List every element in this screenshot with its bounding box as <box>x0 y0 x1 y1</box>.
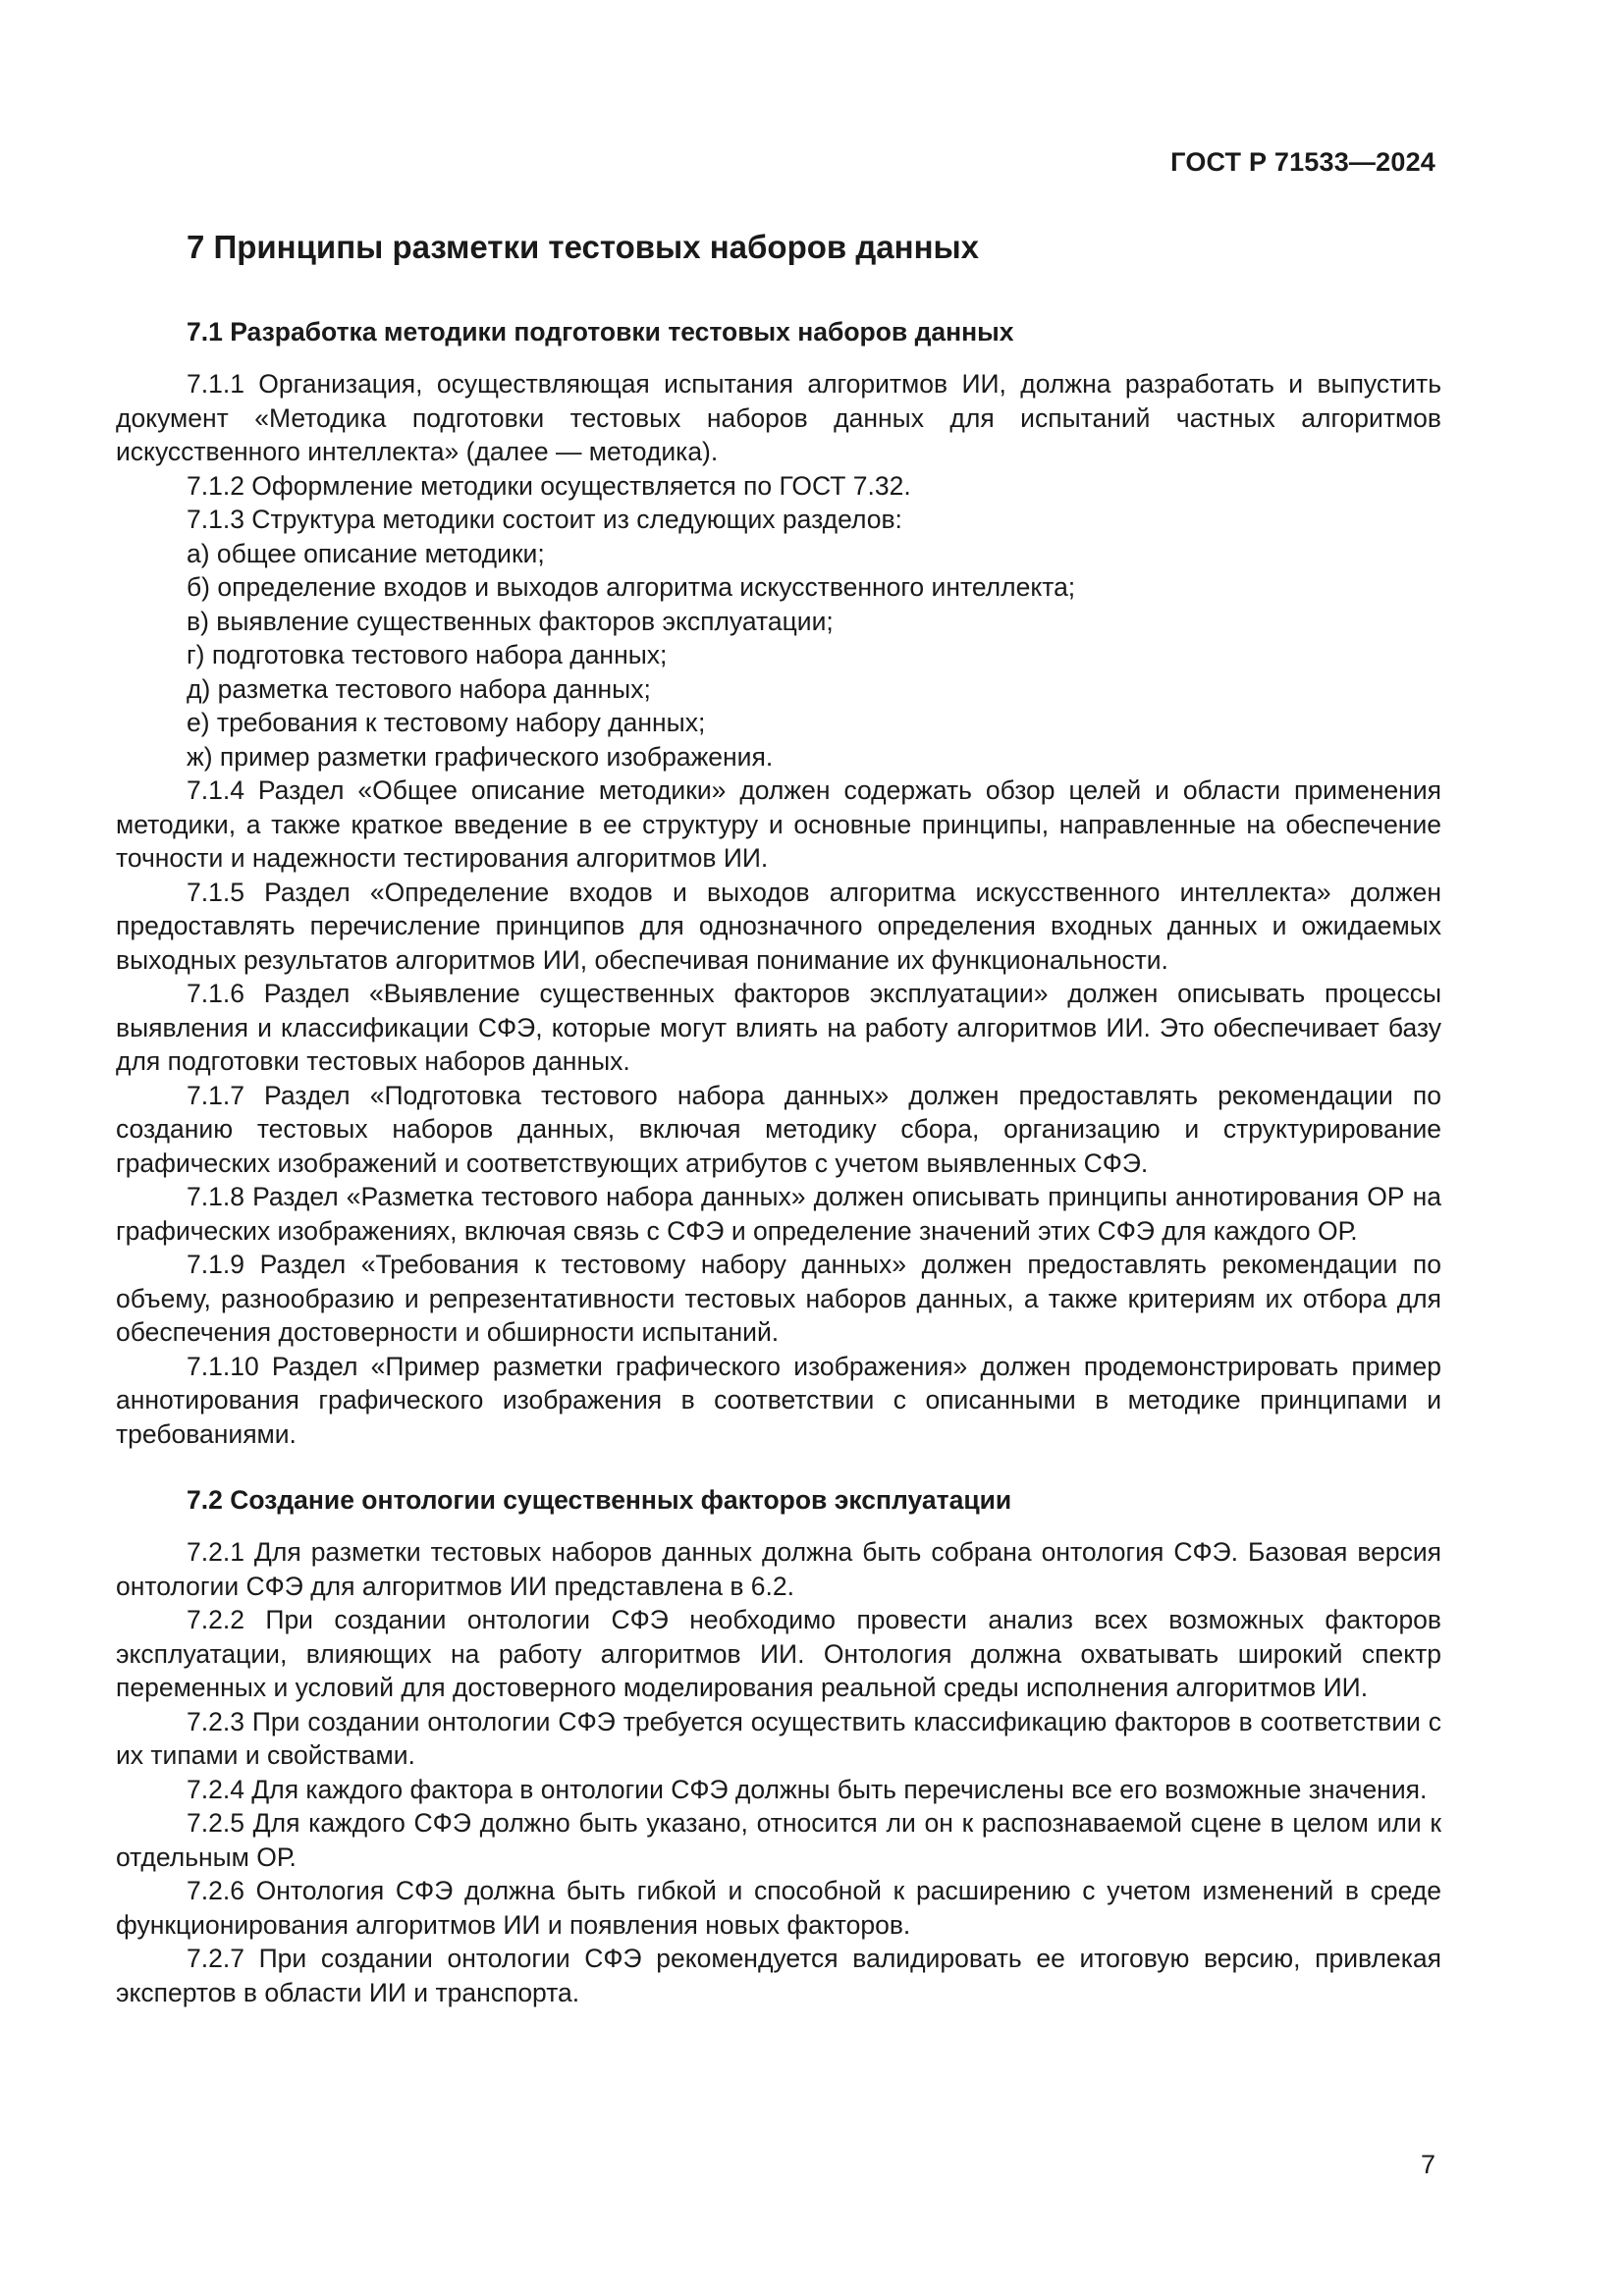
paragraph-7-1-4: 7.1.4 Раздел «Общее описание методики» должен содержать обзор целей и области применения методики, а также краткое введение в ее структуру и основные принципы, направленные на обеспечение точности и надежности тестирования алгоритмов ИИ. <box>116 775 1441 873</box>
section-7-1-title: 7.1 Разработка методики подготовки тестовых наборов данных <box>187 317 1014 347</box>
list-item: г) подготовка тестового набора данных; <box>187 640 668 669</box>
paragraph-7-1-7: 7.1.7 Раздел «Подготовка тестового набора данных» должен предоставлять рекомендации по созданию тестовых наборов данных, включая методику сбора, организацию и структурирование графических изображений и соответствующих атрибутов с учетом выявленных СФЭ. <box>116 1080 1441 1178</box>
section-7-title: 7 Принципы разметки тестовых наборов данных <box>187 229 980 265</box>
paragraph-7-2-7: 7.2.7 При создании онтологии СФЭ рекомендуется валидировать ее итоговую версию, привлекая экспертов в области ИИ и транспорта. <box>116 1944 1441 2007</box>
standard-header: ГОСТ Р 71533—2024 <box>1170 147 1435 177</box>
paragraph-7-2-1: 7.2.1 Для разметки тестовых наборов данных должна быть собрана онтология СФЭ. Базовая версия онтологии СФЭ для алгоритмов ИИ представлена в 6.2. <box>116 1537 1441 1601</box>
list-item: ж) пример разметки графического изображения. <box>187 741 774 772</box>
paragraph-7-2-6: 7.2.6 Онтология СФЭ должна быть гибкой и способной к расширению с учетом изменений в среде функционирования алгоритмов ИИ и появления новых факторов. <box>116 1876 1441 1940</box>
paragraph-7-1-3: 7.1.3 Структура методики состоит из следующих разделов: <box>187 505 902 534</box>
paragraph-7-1-9: 7.1.9 Раздел «Требования к тестовому набору данных» должен предоставлять рекомендации по объему, разнообразию и репрезентативности тестовых наборов данных, а также критериям их отбора для обеспечения достоверности и обширности испытаний. <box>116 1250 1441 1347</box>
list-item: а) общее описание методики; <box>187 538 545 568</box>
list-item: д) разметка тестового набора данных; <box>187 673 651 704</box>
paragraph-7-2-5: 7.2.5 Для каждого СФЭ должно быть указано, относится ли он к распознаваемой сцене в целом или к отдельным ОР. <box>116 1808 1441 1872</box>
page-number: 7 <box>1420 2150 1435 2179</box>
paragraph-7-1-8: 7.1.8 Раздел «Разметка тестового набора данных» должен описывать принципы аннотирования ОР на графических изображениях, включая связь с СФЭ и определение значений этих СФЭ для каждого ОР. <box>116 1182 1441 1246</box>
paragraph-7-1-6: 7.1.6 Раздел «Выявление существенных факторов эксплуатации» должен описывать процессы выявления и классификации СФЭ, которые могут влиять на работу алгоритмов ИИ. Это обеспечивает базу для подготовки тестовых наборов данных. <box>116 979 1441 1076</box>
paragraph-7-1-1: 7.1.1 Организация, осуществляющая испытания алгоритмов ИИ, должна разработать и выпустить документ «Методика подготовки тестовых наборов данных для испытаний частных алгоритмов искусственного интеллекта» (далее — методика). <box>116 369 1441 466</box>
list-item: б) определение входов и выходов алгоритма искусственного интеллекта; <box>187 572 1076 602</box>
paragraph-7-1-10: 7.1.10 Раздел «Пример разметки графического изображения» должен продемонстрировать пример аннотирования графического изображения в соответствии с описанными в методике принципами и требованиями. <box>116 1351 1441 1449</box>
list-item: в) выявление существенных факторов эксплуатации; <box>187 606 834 636</box>
paragraph-7-2-4: 7.2.4 Для каждого фактора в онтологии СФЭ должны быть перечислены все его возможные значения. <box>187 1774 1428 1804</box>
section-7-2-title: 7.2 Создание онтологии существенных факторов эксплуатации <box>187 1485 1012 1515</box>
paragraph-7-2-3: 7.2.3 При создании онтологии СФЭ требуется осуществить классификацию факторов в соответствии с их типами и свойствами. <box>116 1706 1441 1770</box>
page-content <box>116 220 1441 2009</box>
list-item: е) требования к тестовому набору данных; <box>187 708 706 737</box>
paragraph-7-1-5: 7.1.5 Раздел «Определение входов и выходов алгоритма искусственного интеллекта» должен предоставлять перечисление принципов для однозначного определения входных данных и ожидаемых выходных результатов алгоритмов ИИ, обеспечивая понимание их функциональности. <box>116 877 1441 975</box>
paragraph-7-1-2: 7.1.2 Оформление методики осуществляется по ГОСТ 7.32. <box>187 470 911 501</box>
structure-list <box>116 537 1441 774</box>
paragraph-7-2-2: 7.2.2 При создании онтологии СФЭ необходимо провести анализ всех возможных факторов эксплуатации, влияющих на работу алгоритмов ИИ. Онтология должна охватывать широкий спектр переменных и условий для достоверного моделирования реальной среды исполнения алгоритмов ИИ. <box>116 1605 1441 1702</box>
